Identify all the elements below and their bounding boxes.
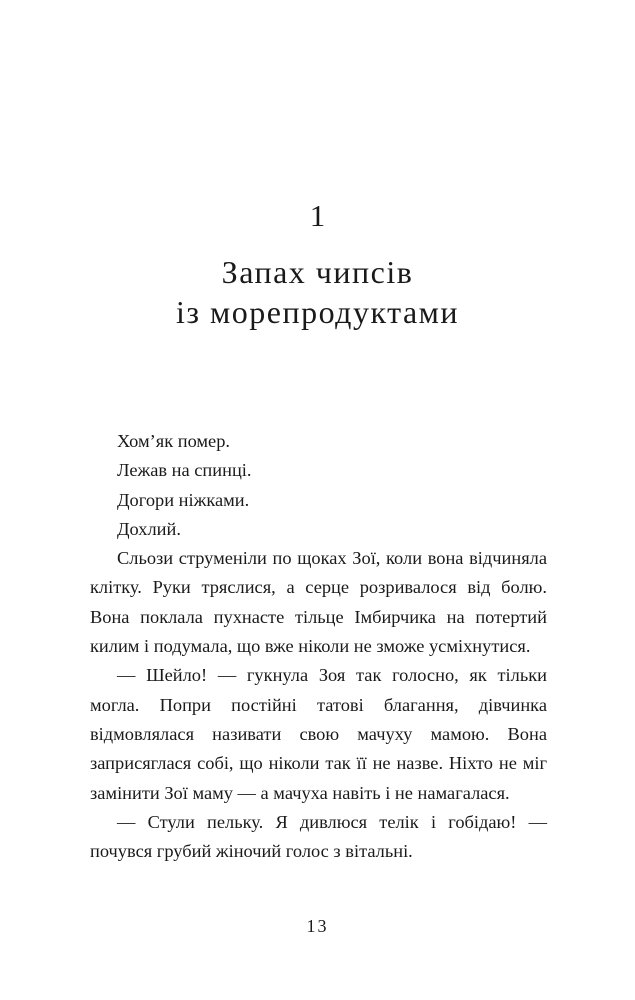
chapter-title-line-2: із морепродуктами: [175, 294, 460, 330]
page-number: 13: [306, 916, 329, 936]
paragraph: Догори ніжками.: [117, 489, 250, 510]
paragraph: — Стули пельку. Я дивлюся телік і гобідаю! — почувся грубий жіночий голос з вітальні.: [90, 811, 547, 862]
paragraph: — Шейло! — гукнула Зоя так голосно, як тільки могла. Попри постійні татові благання, дівчинка відмовлялася називати свою мачуху мамою. Вона заприсяглася собі, що ніколи так її не назве. Ніхто не міг замінити Зої маму — а мачуха навіть і не намагалася.: [90, 665, 547, 803]
paragraph: Сльози струменіли по щоках Зої, коли вона відчиняла клітку. Руки тряслися, а серце розривалося від болю. Вона поклала пухнасте тільце Імбирчика на потертий килим і подумала, що вже ніколи не зможе усміхнутися.: [90, 548, 547, 657]
chapter-number: 1: [309, 198, 326, 233]
paragraph: Хом’як помер.: [117, 431, 231, 451]
paragraph: Лежав на спинці.: [117, 460, 252, 481]
paragraph: Дохлий.: [117, 518, 181, 539]
chapter-title: [0, 252, 635, 332]
body-text: [90, 427, 547, 866]
chapter-title-line-1: Запах чипсів: [221, 254, 414, 290]
